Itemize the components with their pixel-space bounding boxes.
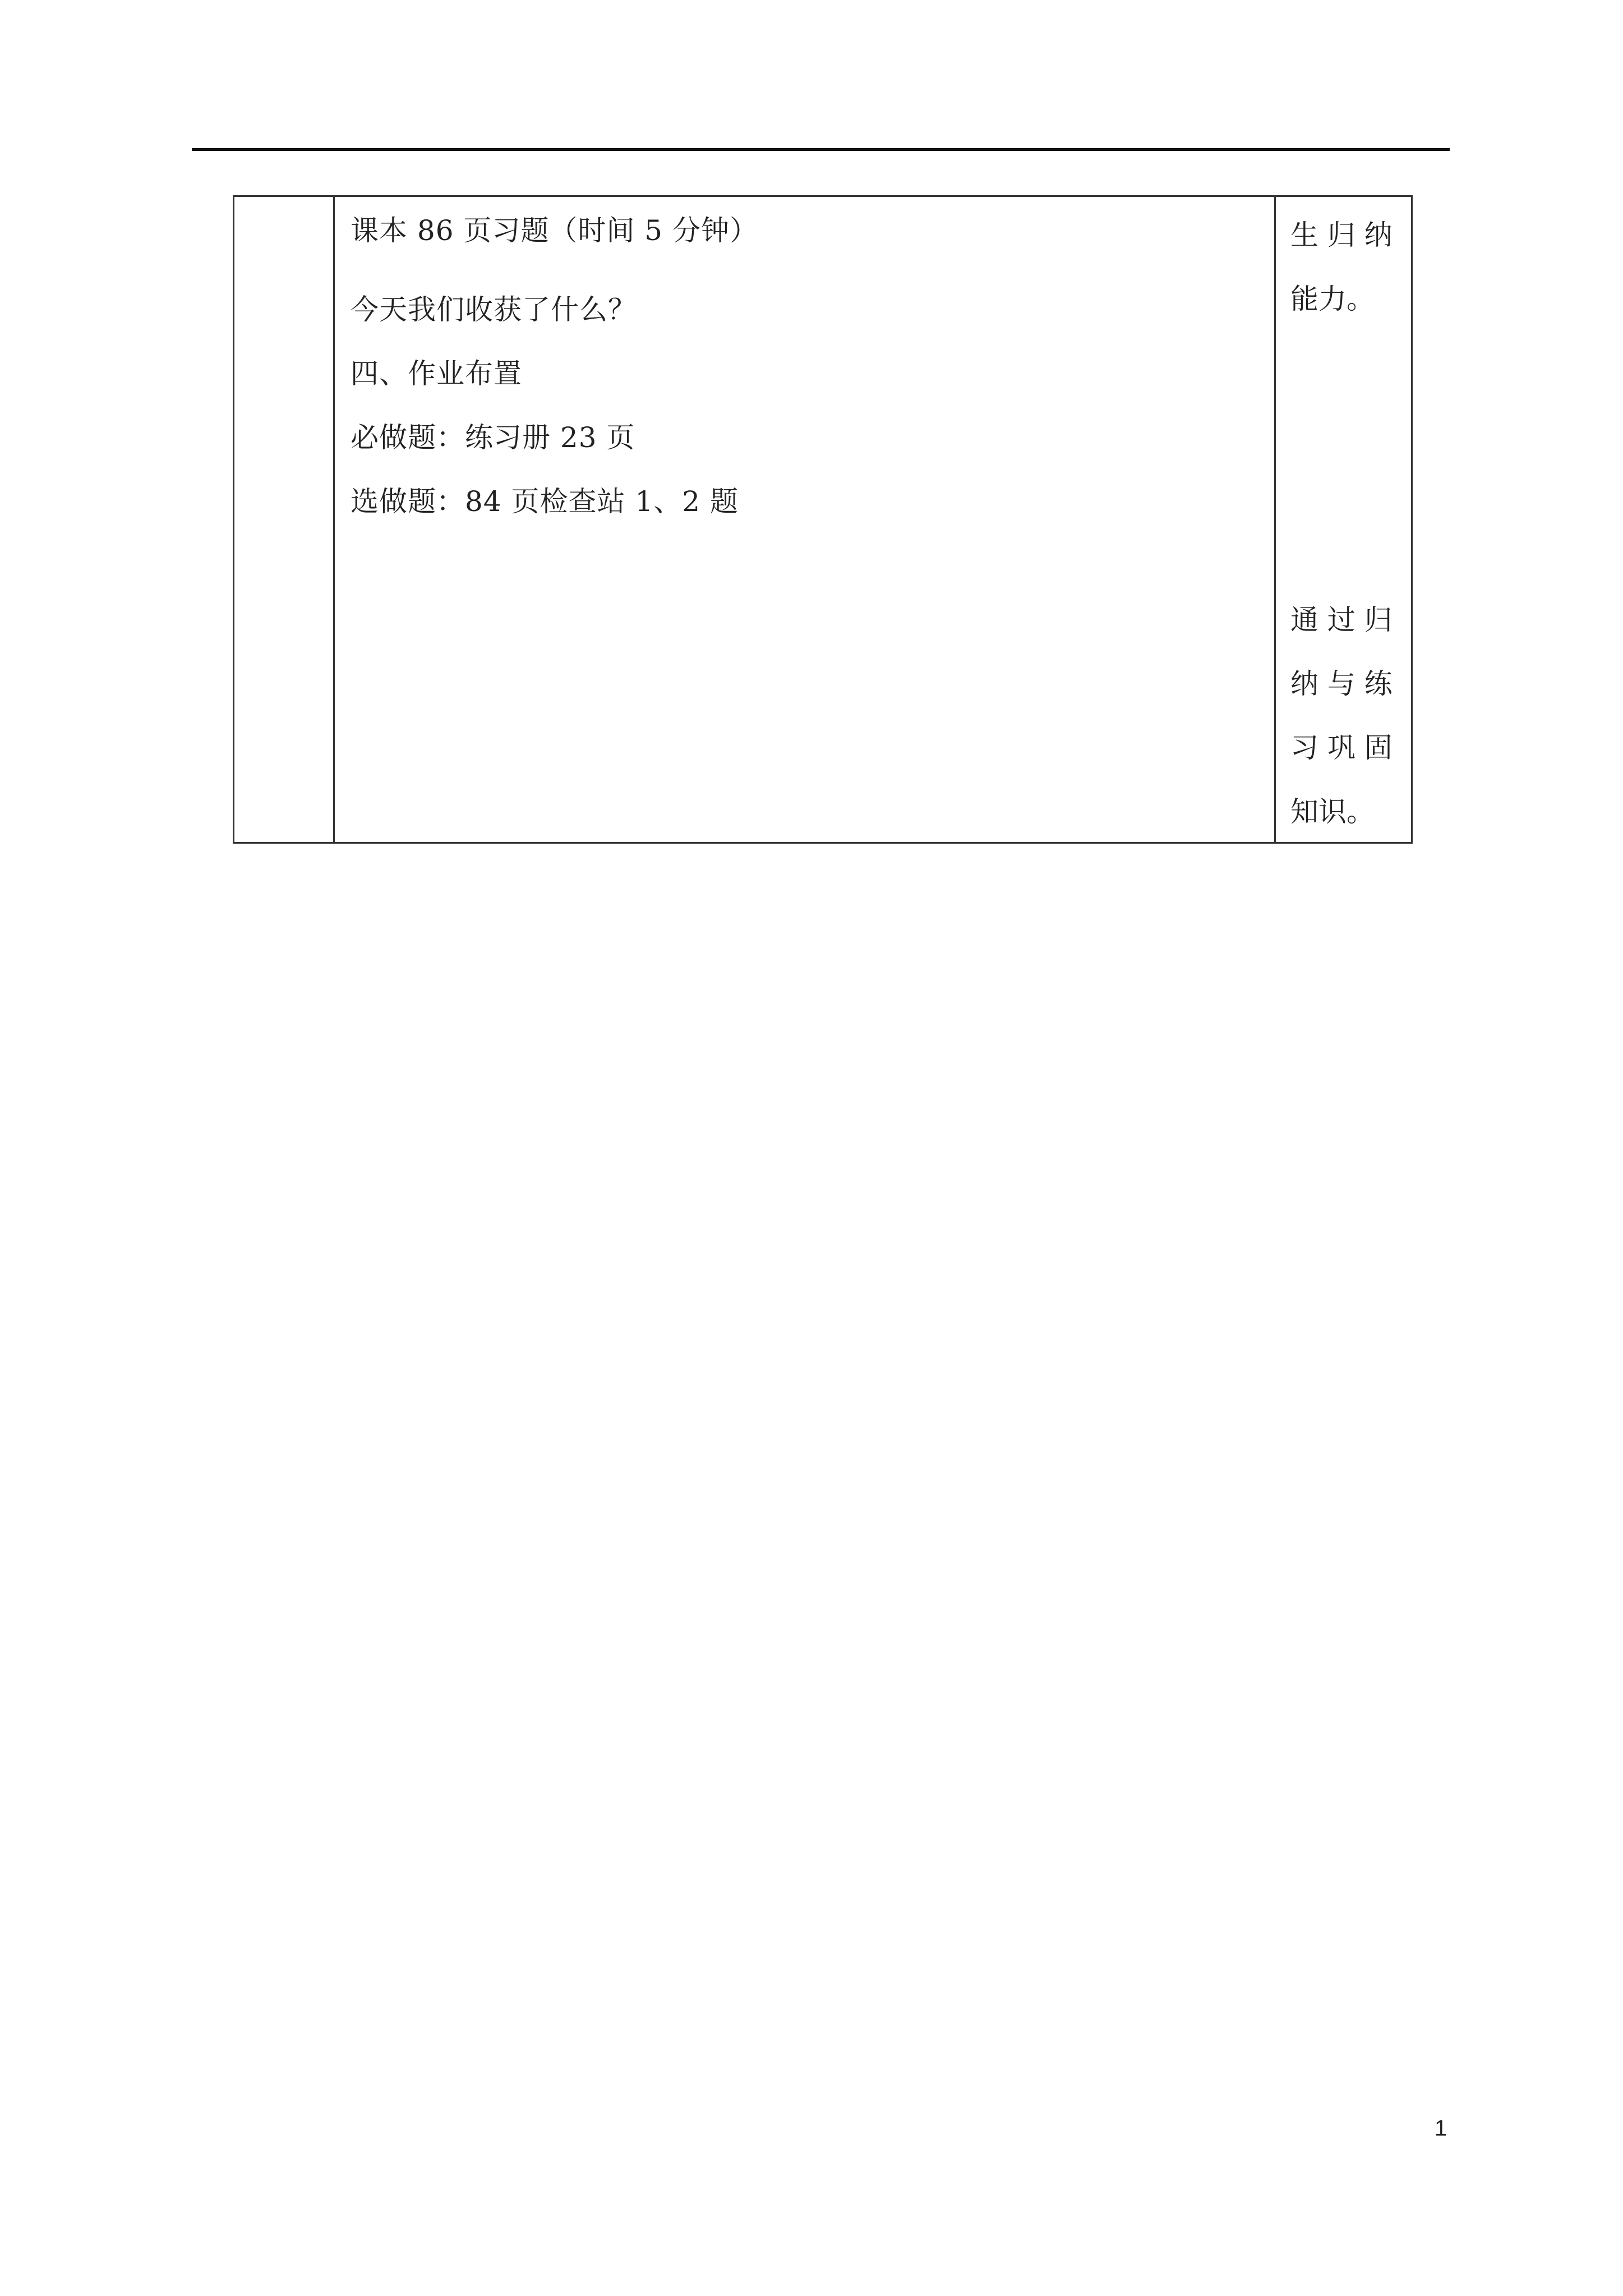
- note-bottom-line-4: 知识。: [1290, 795, 1375, 828]
- content-lines: [335, 197, 1274, 533]
- note-bottom-line-3: 习 巩 固: [1290, 731, 1393, 764]
- page-number: 1: [1435, 2116, 1447, 2141]
- header-rule: [192, 148, 1450, 151]
- note-bottom-line-1: 通 过 归: [1290, 604, 1393, 636]
- note-top-line-2: 能力。: [1290, 283, 1375, 315]
- lesson-plan-table: [233, 195, 1413, 844]
- optional-homework-line: 选做题：84 页检查站 1、2 题: [351, 485, 739, 518]
- homework-heading-line: 四、作业布置: [351, 357, 522, 390]
- design-intent-cell: [1275, 196, 1412, 843]
- table-row: [234, 196, 1412, 843]
- note-top-line-1: 生 归 纳: [1290, 219, 1393, 251]
- content-cell: [334, 196, 1275, 843]
- note-bottom-line-2: 纳 与 练: [1290, 668, 1393, 700]
- empty-left-cell: [234, 196, 334, 843]
- required-homework-line: 必做题：练习册 23 页: [351, 421, 635, 454]
- summary-question-line: 今天我们收获了什么？: [351, 293, 637, 326]
- exercise-line: 课本 86 页习题（时间 5 分钟）: [351, 214, 759, 247]
